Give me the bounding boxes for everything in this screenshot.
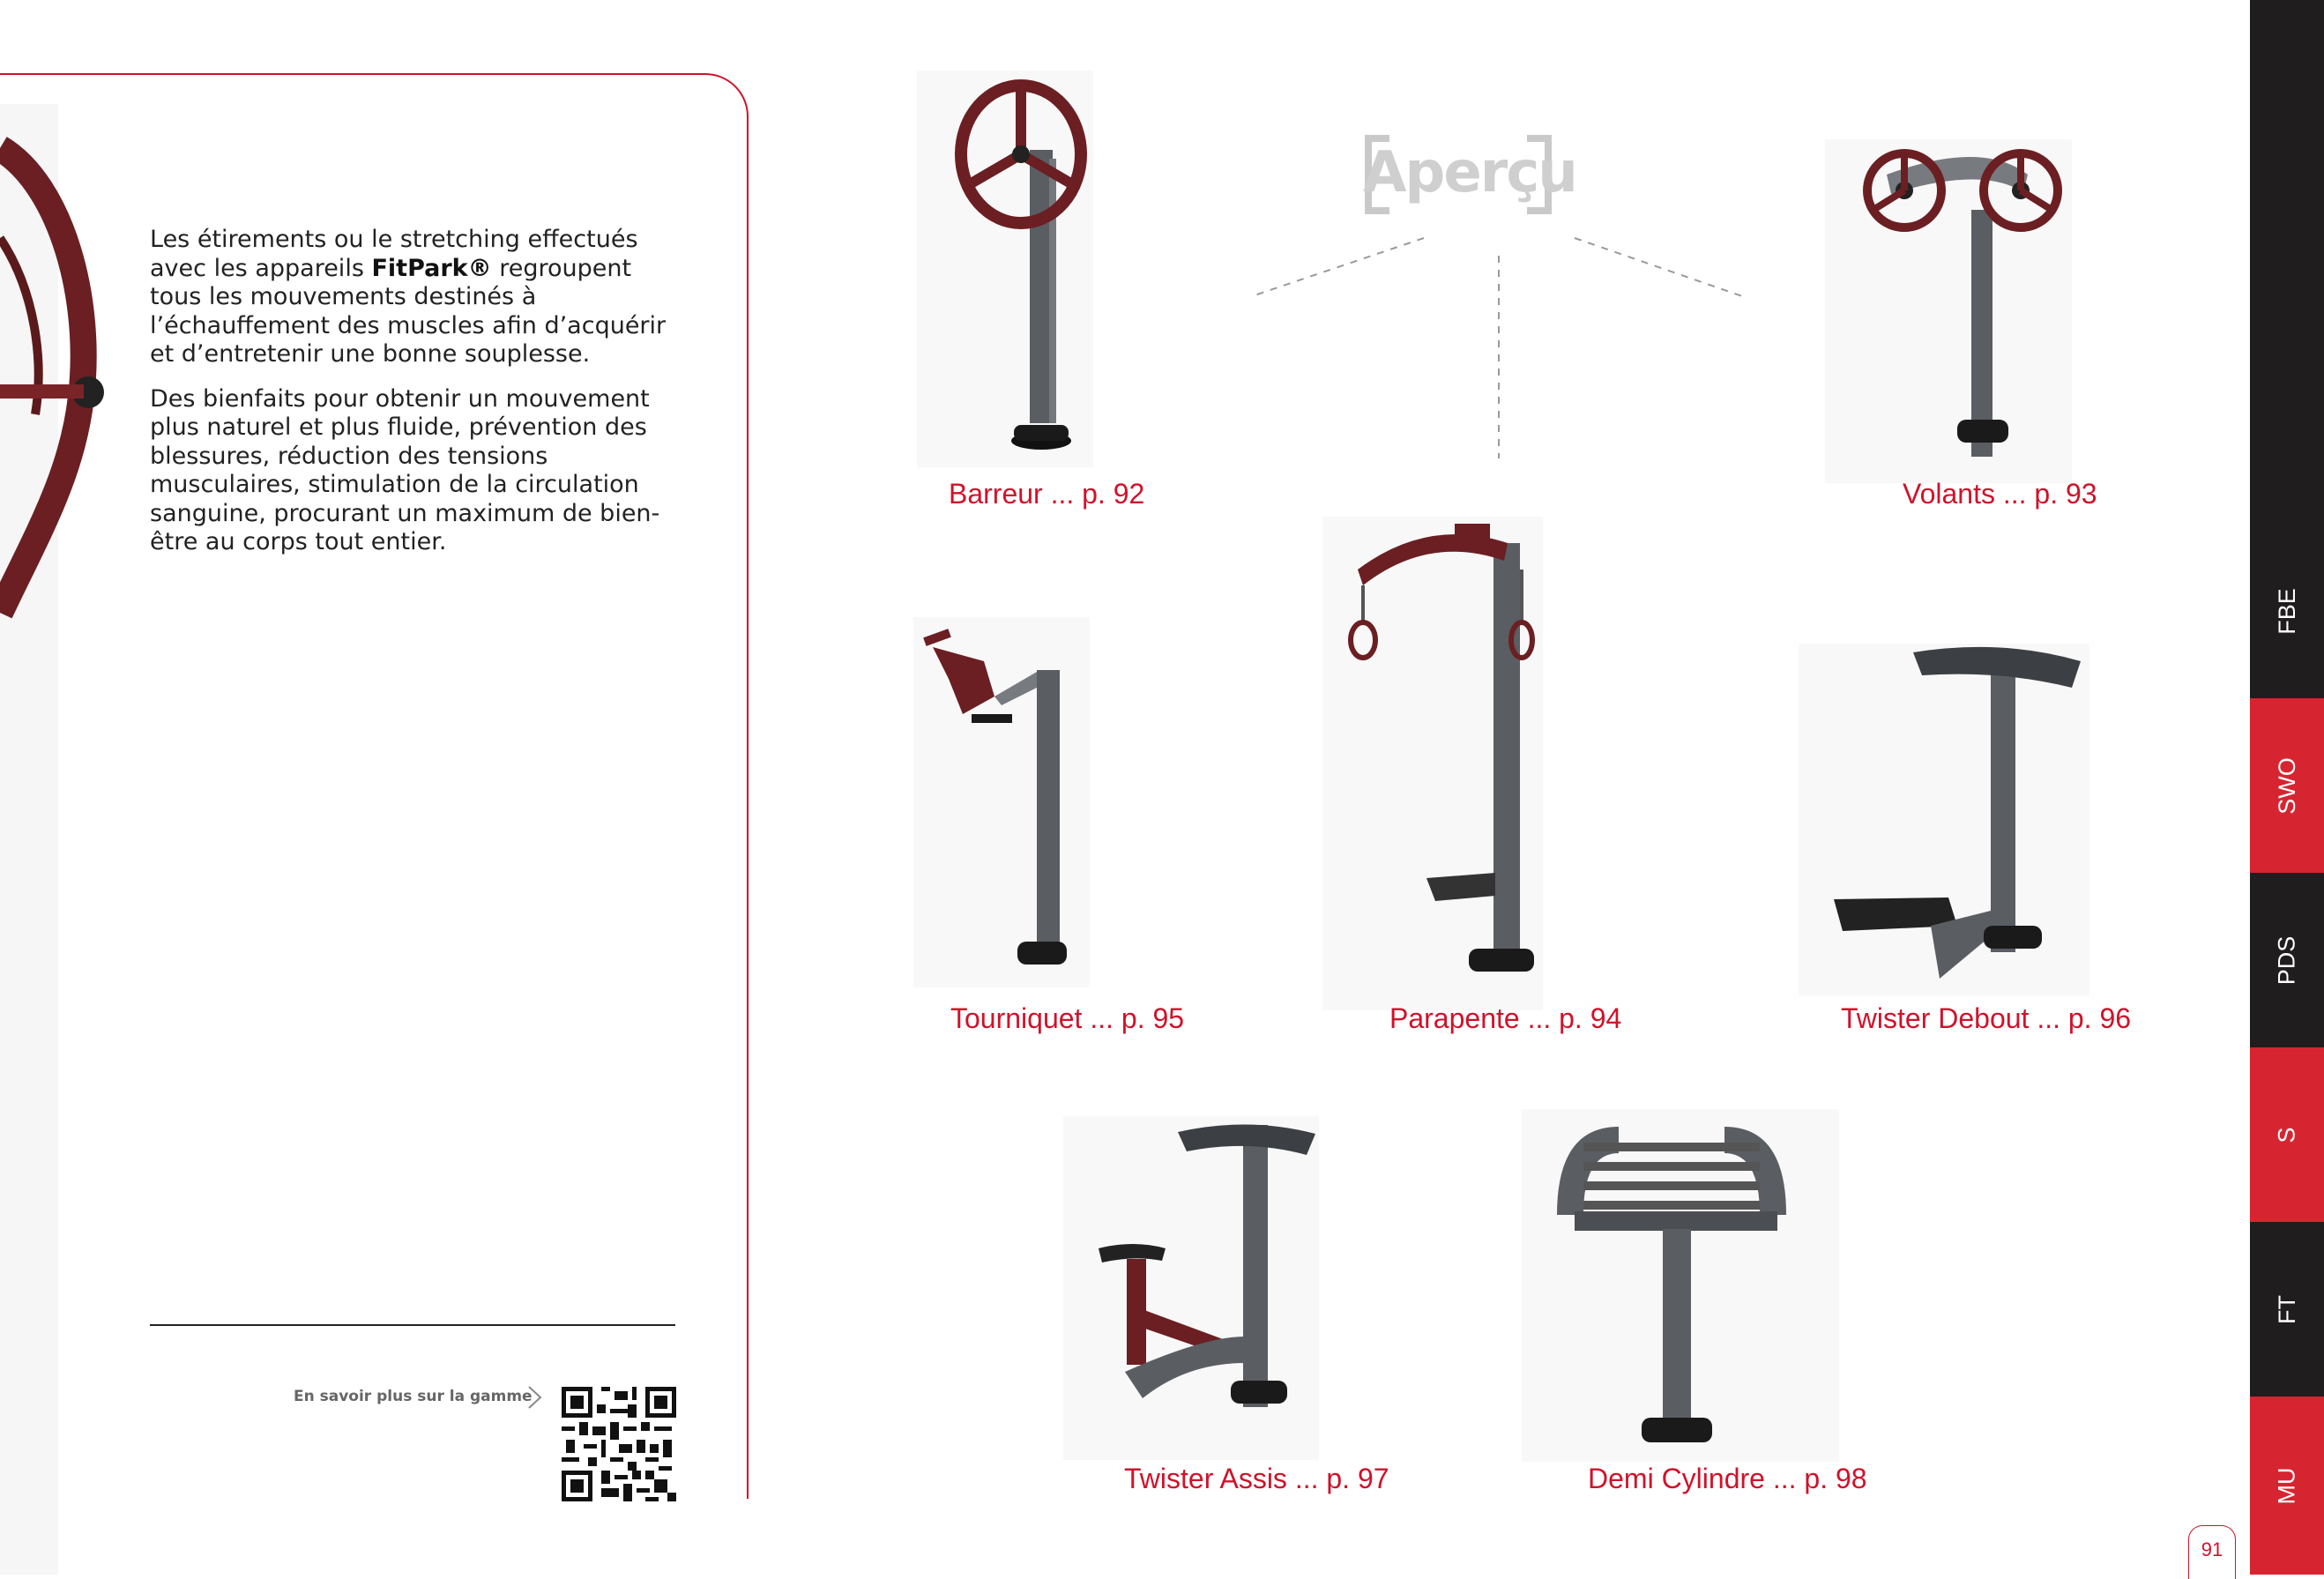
tab-swo-label: SWO (2273, 756, 2300, 815)
chevron-right-icon[interactable] (525, 1384, 545, 1411)
twister-debout-caption[interactable]: Twister Debout ... p. 96 (1841, 1002, 2132, 1034)
volants-caption[interactable]: Volants ... p. 93 (1903, 478, 2097, 510)
tourniquet-image (913, 617, 1090, 987)
intro-paragraph-2: Des bienfaits pour obtenir un mouvement plus naturel et plus fluide, prévention des blessures, réduction des tensions musculaires, stimulation de la circulation sanguine, procurant un maximum de bien-être au corps tout entier. (150, 384, 660, 555)
section-tab-bar (2250, 0, 2324, 1575)
barreur-image (917, 71, 1093, 467)
intro-paragraph-1 (150, 226, 679, 369)
tab-ft-label: FT (2273, 1294, 2300, 1324)
demi-cylindre-image (1522, 1109, 1839, 1462)
intro-p1-text: Les étirements ou le stretching effectués avec les appareils (150, 226, 638, 282)
intro-p1-text-end: regroupent tous les mouvements destinés à l’échauffement des muscles afin d’acquérir et d’entretenir une bonne souplesse. (150, 254, 667, 368)
tab-pds[interactable] (2250, 873, 2324, 1047)
tab-ft[interactable] (2250, 1222, 2324, 1397)
demi-cylindre-caption[interactable]: Demi Cylindre ... p. 98 (1588, 1463, 1867, 1494)
tourniquet-caption[interactable]: Tourniquet ... p. 95 (950, 1002, 1185, 1034)
apercu-label: Aperçu (1363, 140, 1576, 205)
tab-swo[interactable] (2250, 698, 2324, 873)
tab-fbe[interactable] (2250, 524, 2324, 698)
parapente-image (1322, 517, 1543, 1010)
divider-line (150, 1324, 675, 1326)
page-number-tab (2188, 1525, 2236, 1579)
twister-debout-image (1799, 644, 2089, 996)
volants-image (1825, 139, 2072, 483)
barreur-caption[interactable]: Barreur ... p. 92 (949, 478, 1145, 510)
tab-pds-label: PDS (2273, 935, 2300, 985)
tab-fbe-label: FBE (2273, 587, 2300, 635)
intro-text (150, 226, 679, 573)
twister-assis-image (1063, 1116, 1319, 1460)
apercu-connectors (1234, 231, 1763, 460)
page-number: 91 (2201, 1538, 2223, 1560)
brand-name: FitPark® (371, 254, 492, 282)
tab-mu[interactable] (2250, 1397, 2324, 1575)
tab-s[interactable] (2250, 1047, 2324, 1222)
qr-code-icon[interactable] (562, 1387, 676, 1501)
parapente-caption[interactable]: Parapente ... p. 94 (1389, 1002, 1622, 1034)
more-link[interactable]: En savoir plus sur la gamme (294, 1388, 533, 1405)
apercu-stamp (1363, 135, 1576, 214)
twister-assis-caption[interactable]: Twister Assis ... p. 97 (1124, 1463, 1389, 1494)
tab-s-label: S (2273, 1126, 2300, 1143)
tab-mu-label: MU (2273, 1467, 2300, 1504)
